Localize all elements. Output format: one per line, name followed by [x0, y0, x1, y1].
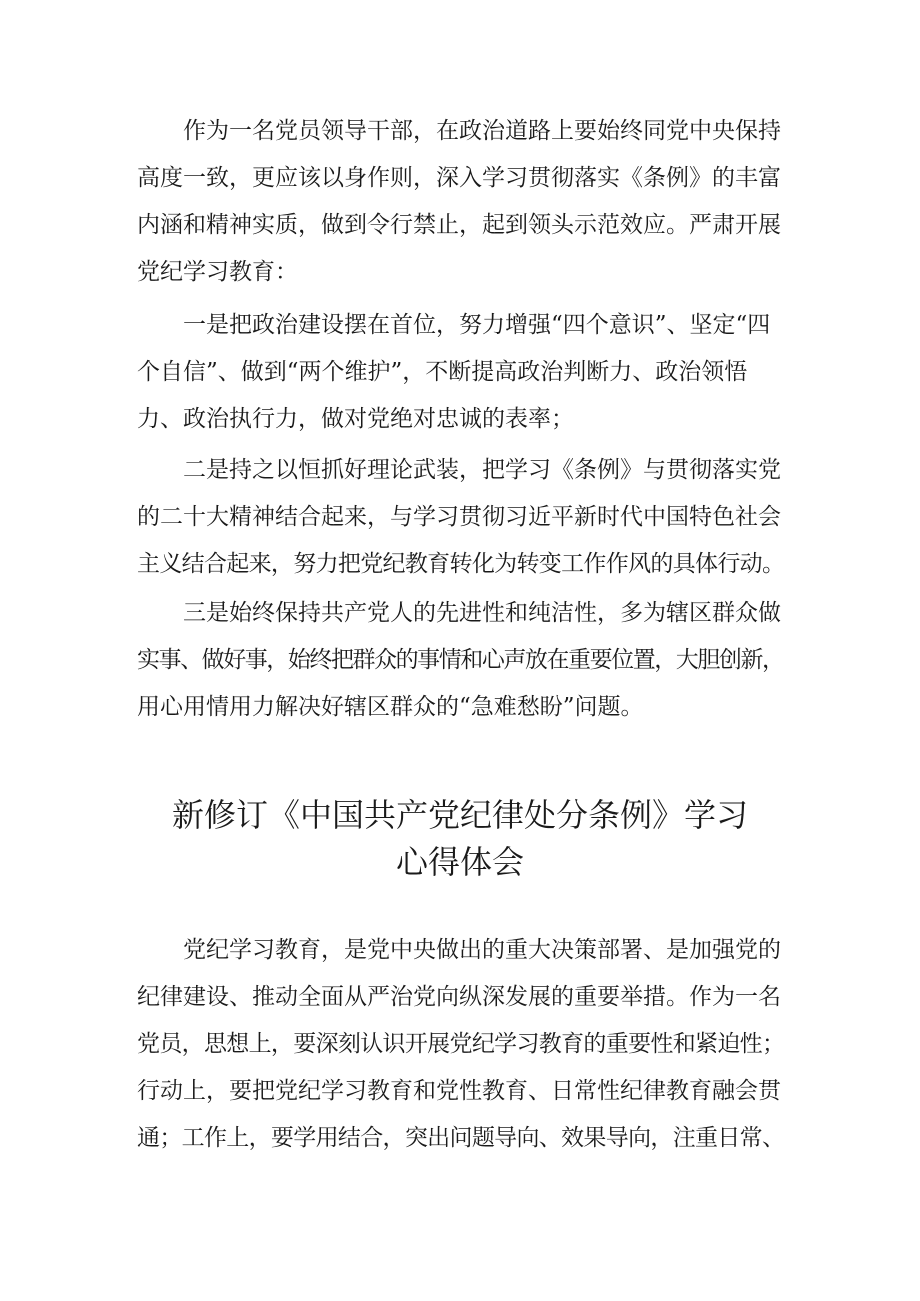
text-line: 二是持之以恒抓好理论武装，把学习《条例》与贯彻落实党	[183, 457, 781, 483]
text-line: 通；工作上，要学用结合，突出问题导向、效果导向，注重日常、	[137, 1125, 785, 1151]
title-line: 心得体会	[395, 843, 524, 881]
title-line: 新修订《中国共产党纪律处分条例》学习	[171, 796, 748, 834]
text-line: 主义结合起来，努力把党纪教育转化为转变工作作风的具体行动。	[137, 551, 785, 577]
text-line: 的二十大精神结合起来，与学习贯彻习近平新时代中国特色社会	[137, 504, 781, 530]
text-line: 纪律建设、推动全面从严治党向纵深发展的重要举措。作为一名	[137, 984, 781, 1010]
text-line: 个自信”、做到“两个维护”，不断提高政治判断力、政治领悟	[137, 359, 748, 385]
text-line: 党纪学习教育，是党中央做出的重大决策部署、是加强党的	[183, 937, 781, 963]
text-line: 内涵和精神实质，做到令行禁止，起到领头示范效应。严肃开展	[137, 212, 781, 238]
text-line: 党纪学习教育：	[137, 259, 298, 285]
text-line: 一是把政治建设摆在首位，努力增强“四个意识”、坚定“四	[183, 312, 771, 338]
text-line: 用心用情用力解决好辖区群众的“急难愁盼”问题。	[137, 694, 644, 720]
text-line: 党员，思想上，要深刻认识开展党纪学习教育的重要性和紧迫性；	[137, 1031, 785, 1057]
text-line: 作为一名党员领导干部，在政治道路上要始终同党中央保持	[183, 118, 781, 144]
text-line: 力、政治执行力，做对党绝对忠诚的表率；	[137, 406, 574, 432]
text-line: 实事、做好事，始终把群众的事情和心声放在重要位置，大胆创新，	[137, 647, 784, 673]
text-line: 三是始终保持共产党人的先进性和纯洁性，多为辖区群众做	[183, 600, 781, 626]
text-line: 行动上，要把党纪学习教育和党性教育、日常性纪律教育融会贯	[137, 1078, 781, 1104]
text-line: 高度一致，更应该以身作则，深入学习贯彻落实《条例》的丰富	[137, 165, 781, 191]
